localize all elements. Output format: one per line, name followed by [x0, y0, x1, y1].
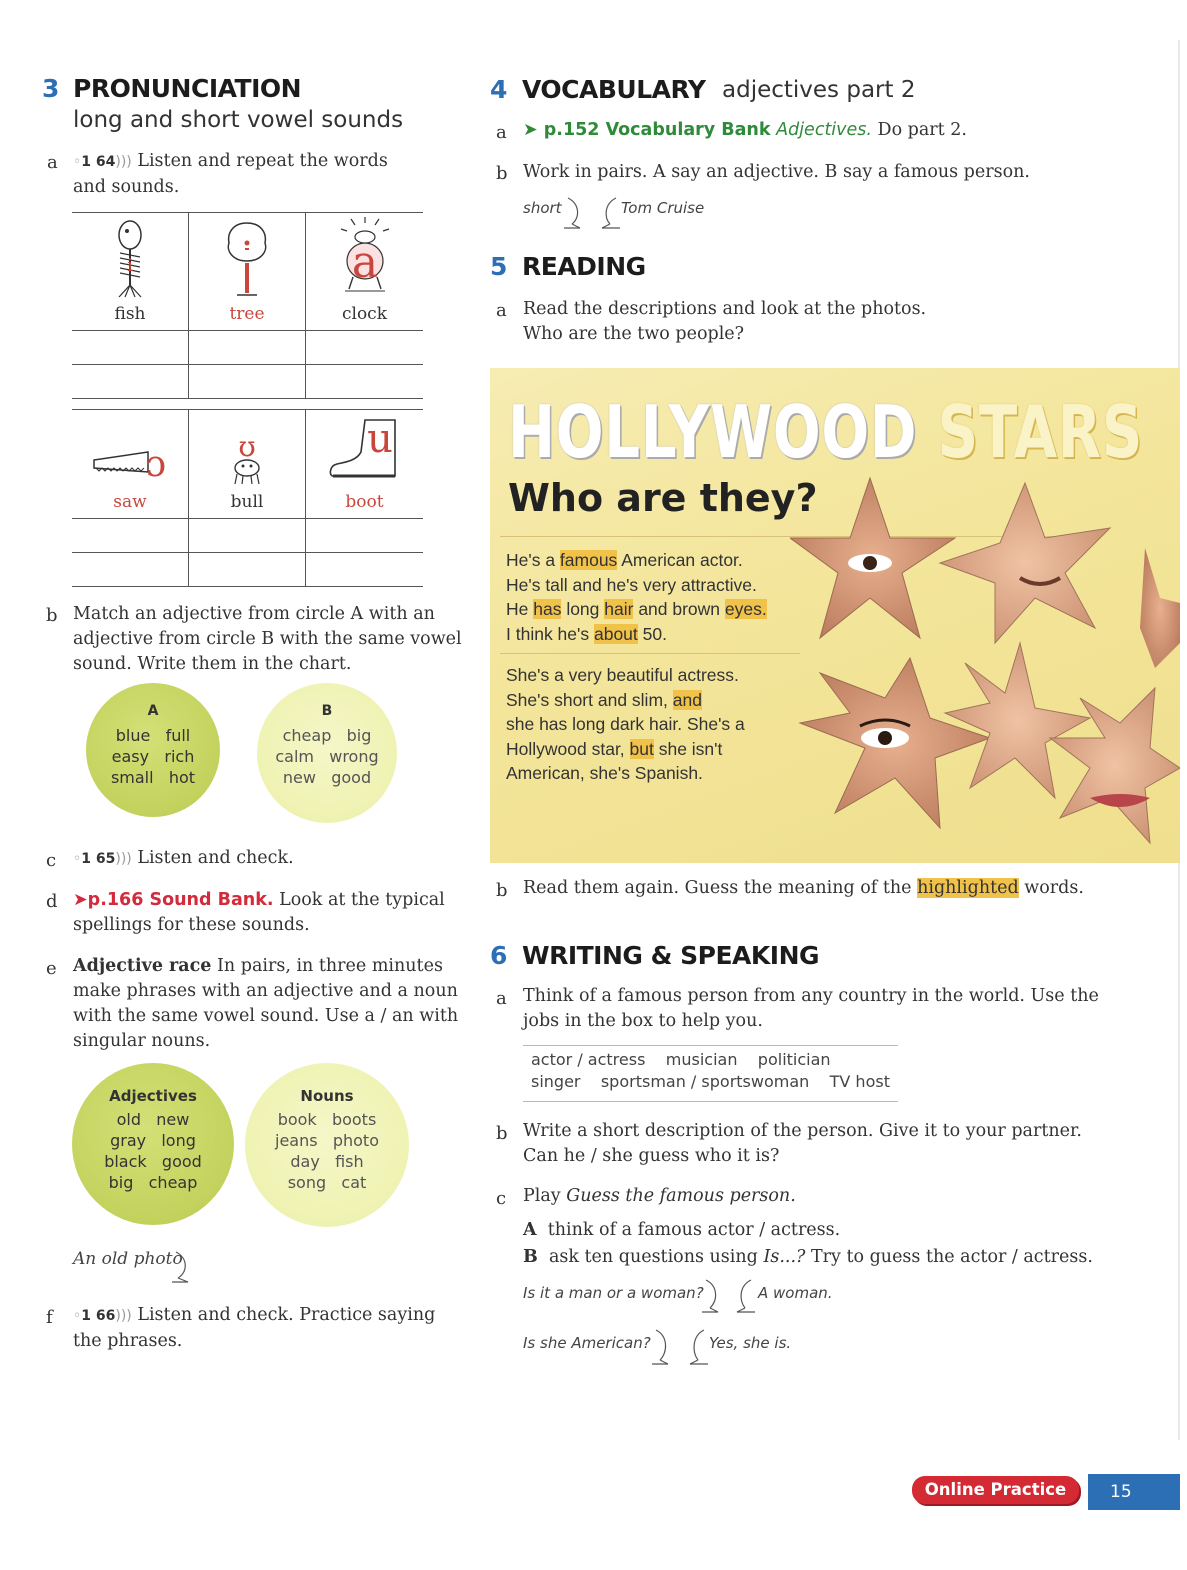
- chart-word: fish: [114, 304, 146, 324]
- chart-word: saw: [113, 492, 147, 512]
- speech-bubble-icon: [700, 1278, 728, 1316]
- chart-cell: [189, 553, 306, 586]
- exercise-letter: e: [46, 958, 57, 979]
- online-practice-button[interactable]: Online Practice: [912, 1476, 1079, 1504]
- chart-cell: [72, 213, 189, 330]
- section-title: PRONUNCIATION: [73, 74, 302, 103]
- circle-words: gray long: [110, 1131, 196, 1150]
- section-number: 5: [490, 252, 508, 281]
- exercise-letter: d: [46, 891, 58, 912]
- role-a: A think of a famous actor / actress.: [523, 1220, 841, 1240]
- divider: [500, 653, 800, 654]
- svg-text:u: u: [366, 416, 393, 462]
- star-photo-collage: [790, 468, 1180, 858]
- exercise-letter: a: [496, 988, 507, 1009]
- chart-cell: [189, 519, 306, 552]
- reading-a: Read the descriptions and look at the photos. Who are the two people?: [523, 299, 927, 344]
- chart-cell: [306, 519, 423, 552]
- jobs-box: [523, 1045, 898, 1102]
- chart-row: [72, 331, 423, 365]
- page-number: 15: [1088, 1474, 1180, 1510]
- hollywood-stars-panel: [490, 368, 1180, 863]
- speech-bubble-text: Is it a man or a woman?: [523, 1284, 704, 1302]
- sound-bank-link[interactable]: ➤p.166 Sound Bank.: [73, 890, 274, 910]
- vocabulary-bank-link[interactable]: ➤ p.152 Vocabulary Bank: [523, 120, 771, 140]
- chart-word: tree: [229, 304, 265, 324]
- exercise-letter: c: [46, 850, 57, 871]
- circle-heading: Adjectives: [109, 1087, 197, 1105]
- tree-icon: [223, 219, 271, 301]
- exercise-letter: a: [496, 122, 507, 143]
- section-subtitle: adjectives part 2: [722, 77, 916, 103]
- chart-cell: [189, 213, 306, 330]
- chart-cell: [306, 553, 423, 586]
- chart-cell: [189, 331, 306, 364]
- chart-word: boot: [345, 492, 384, 512]
- fish-icon: [113, 219, 147, 299]
- audio-track[interactable]: ◦1 66))): [73, 1308, 132, 1324]
- cd-icon: ◦: [73, 1308, 82, 1324]
- circle-words: small hot: [110, 768, 196, 787]
- exercise-letter: b: [46, 605, 58, 626]
- vowel-chart-bottom: [72, 409, 423, 587]
- circle-words: new good: [282, 768, 372, 787]
- exercise-f: ◦1 66))) Listen and check. Practice saying the phrases.: [73, 1305, 436, 1351]
- writing-c: Play Guess the famous person.: [523, 1186, 796, 1206]
- chart-cell: [306, 410, 423, 518]
- boot-icon: [325, 412, 405, 486]
- svg-text:ɔ: ɔ: [145, 444, 167, 482]
- section-title: VOCABULARY: [522, 75, 706, 104]
- chart-row: [72, 410, 423, 519]
- section-number: 4: [490, 75, 508, 104]
- circle-nouns: [245, 1063, 409, 1227]
- audio-track[interactable]: ◦1 65))): [73, 851, 132, 867]
- description-actress: She's a very beautiful actress. She's short and slim, and she has long dark hair. She's a Hollywood star, but she isn't American, she's Spanish.: [506, 665, 745, 783]
- circle-words: big cheap: [108, 1173, 198, 1192]
- svg-text:a: a: [351, 237, 378, 288]
- chart-cell: [189, 410, 306, 518]
- jobs-line: singer sportsman / sportswoman TV host: [531, 1072, 890, 1091]
- exercise-letter: f: [46, 1307, 53, 1328]
- bull-icon: [227, 430, 267, 486]
- vowel-chart-top: [72, 212, 423, 399]
- clock-icon: [337, 217, 393, 297]
- chart-cell: [306, 365, 423, 398]
- circle-words: calm wrong: [275, 747, 379, 766]
- section-title: WRITING & SPEAKING: [522, 941, 820, 970]
- chart-cell: [306, 213, 423, 330]
- circle-words: black good: [104, 1152, 202, 1171]
- circle-words: song cat: [287, 1173, 367, 1192]
- reading-b: Read them again. Guess the meaning of the highlighted words.: [523, 878, 1084, 898]
- role-b: B ask ten questions using Is...? Try to guess the actor / actress.: [523, 1247, 1093, 1267]
- speech-bubble-text: A woman.: [758, 1284, 833, 1302]
- svg-text:ʊ: ʊ: [238, 430, 256, 463]
- chart-row: [72, 519, 423, 553]
- chart-row: [72, 553, 423, 587]
- cd-icon: ◦: [73, 851, 82, 867]
- exercise-letter: a: [47, 152, 58, 173]
- circle-adjectives: [72, 1063, 234, 1225]
- speech-bubble-icon: [733, 1278, 761, 1316]
- speech-bubble-text: short: [523, 199, 562, 217]
- circle-heading: Nouns: [300, 1087, 354, 1105]
- chart-cell: [189, 365, 306, 398]
- chart-word: clock: [341, 304, 387, 324]
- writing-b: Write a short description of the person. Give it to your partner. Can he / she guess who it is?: [523, 1121, 1082, 1166]
- circle-words: old new: [116, 1110, 190, 1129]
- chart-row: [72, 213, 423, 331]
- circle-heading: A: [147, 703, 159, 719]
- chart-cell: [72, 553, 189, 586]
- circle-words: day fish: [290, 1152, 364, 1171]
- circle-words: jeans photo: [275, 1131, 379, 1150]
- circle-heading: B: [321, 703, 333, 719]
- saw-icon: [90, 436, 170, 482]
- speech-bubble-text: Is she American?: [523, 1334, 651, 1352]
- chart-cell: [306, 331, 423, 364]
- vocabulary-a: ➤ p.152 Vocabulary Bank Adjectives. Do part 2.: [523, 120, 967, 140]
- circle-a: [86, 683, 220, 817]
- speech-bubble-text: Tom Cruise: [621, 199, 705, 217]
- circle-words: cheap big: [282, 726, 372, 745]
- speech-bubble-icon: [168, 1250, 198, 1286]
- jobs-line: actor / actress musician politician: [531, 1050, 831, 1069]
- exercise-c: ◦1 65))) Listen and check.: [73, 848, 294, 868]
- description-actor: He's a famous American actor. He's tall and he's very attractive. He has long hair and brown eyes. I think he's about 50.: [506, 550, 767, 644]
- chart-row: [72, 365, 423, 399]
- exercise-letter: c: [496, 1188, 507, 1209]
- arrow-right-icon: ➤: [523, 120, 538, 140]
- chart-cell: [72, 410, 189, 518]
- cd-icon: ◦: [73, 154, 82, 170]
- circle-b: [257, 683, 397, 823]
- exercise-letter: a: [496, 300, 507, 321]
- exercise-letter: b: [496, 880, 508, 901]
- arrow-right-icon: ➤: [73, 890, 88, 910]
- speech-bubble-text: Yes, she is.: [709, 1334, 792, 1352]
- exercise-letter: b: [496, 1123, 508, 1144]
- panel-subtitle: Who are they?: [508, 476, 818, 520]
- chart-cell: [72, 519, 189, 552]
- speech-bubble-icon: [562, 196, 590, 232]
- section-subtitle: long and short vowel sounds: [73, 107, 404, 133]
- exercise-b: Match an adjective from circle A with an adjective from circle B with the same vowel sound. Write them in the chart.: [73, 604, 462, 674]
- vocabulary-b: Work in pairs. A say an adjective. B say a famous person.: [523, 162, 1030, 182]
- section-number: 3: [42, 74, 60, 103]
- exercise-e: Adjective race In pairs, in three minutes make phrases with an adjective and a noun with the same vowel sound. Use a / an with singular nouns.: [73, 956, 459, 1051]
- svg-text:i: i: [127, 255, 133, 276]
- writing-a: Think of a famous person from any country in the world. Use the jobs in the box to help you.: [523, 986, 1099, 1031]
- exercise-letter: b: [496, 163, 508, 184]
- chart-cell: [72, 331, 189, 364]
- sound-icon: ))): [115, 1308, 132, 1324]
- sound-icon: ))): [115, 154, 132, 170]
- circle-words: easy rich: [111, 747, 195, 766]
- speech-bubble-icon: [650, 1328, 678, 1368]
- panel-title: HOLLYWOOD STARS: [508, 390, 1144, 474]
- sound-icon: ))): [115, 851, 132, 867]
- chart-cell: [72, 365, 189, 398]
- example-phrase: An old photo: [73, 1249, 183, 1269]
- chart-word: bull: [230, 492, 264, 512]
- section-number: 6: [490, 941, 508, 970]
- circle-words: book boots: [277, 1110, 377, 1129]
- circle-words: blue full: [115, 726, 191, 745]
- exercise-d: ➤p.166 Sound Bank. Look at the typical spellings for these sounds.: [73, 890, 445, 935]
- exercise-a: ◦1 64))) Listen and repeat the words and sounds.: [73, 151, 388, 197]
- section-title: READING: [522, 252, 646, 281]
- audio-track[interactable]: ◦1 64))): [73, 154, 132, 170]
